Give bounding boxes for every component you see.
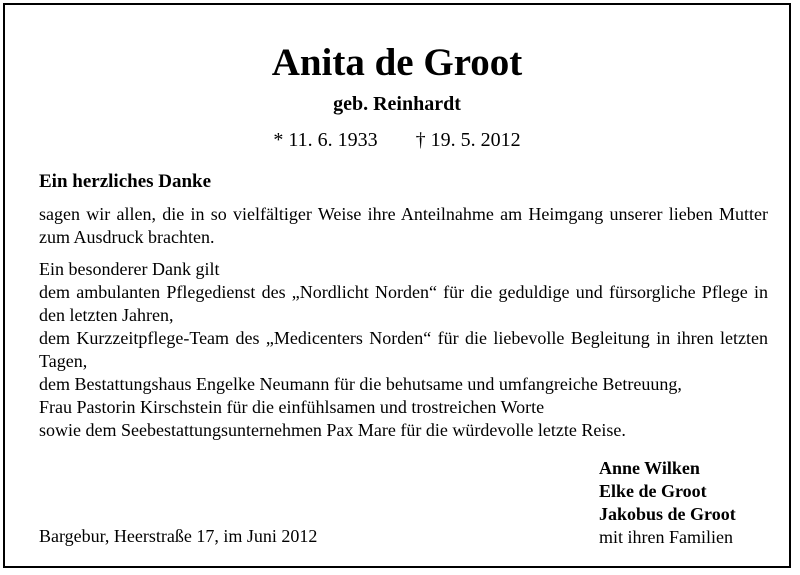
thanks-line-pastor: Frau Pastorin Kirschstein für die einfühlsamen und trostreichen Worte <box>39 397 545 417</box>
life-dates <box>5 128 789 152</box>
thanks-line-care-service: dem ambulanten Pflegedienst des „Nordlicht Norden“ für die geduldige und fürsorgliche Pflege in den letzten Jahren, <box>39 282 768 325</box>
signature-name: Anne Wilken <box>599 458 700 478</box>
intro-paragraph: sagen wir allen, die in so vielfältiger Weise ihre Anteilnahme am Heimgang unserer lieben Mutter zum Ausdruck brachten. <box>39 204 768 247</box>
special-thanks-lead: Ein besonderer Dank gilt <box>39 259 220 279</box>
death-date: † 19. 5. 2012 <box>415 129 521 151</box>
thanks-heading: Ein herzliches Danke <box>39 171 212 192</box>
thanks-line-funeral-home: dem Bestattungshaus Engelke Neumann für die behutsame und umfangreiche Betreuung, <box>39 374 682 394</box>
thanks-line-sea-burial: sowie dem Seebestattungsunternehmen Pax Mare für die würdevolle letzte Reise. <box>39 420 626 440</box>
obituary-notice <box>3 3 791 568</box>
signature-families: mit ihren Familien <box>599 527 733 547</box>
signature-block <box>599 457 736 549</box>
place-and-date: Bargebur, Heerstraße 17, im Juni 2012 <box>39 526 318 546</box>
thanks-body <box>39 203 768 442</box>
signature-name: Elke de Groot <box>599 481 707 501</box>
signature-name: Jakobus de Groot <box>599 504 736 524</box>
birth-name: geb. Reinhardt <box>333 93 461 115</box>
deceased-name: Anita de Groot <box>271 41 523 84</box>
birth-date: * 11. 6. 1933 <box>273 129 378 151</box>
thanks-line-shortterm-care: dem Kurzzeitpflege-Team des „Medicenters Norden“ für die liebevolle Begleitung in ihren letzten Tagen, <box>39 328 768 371</box>
